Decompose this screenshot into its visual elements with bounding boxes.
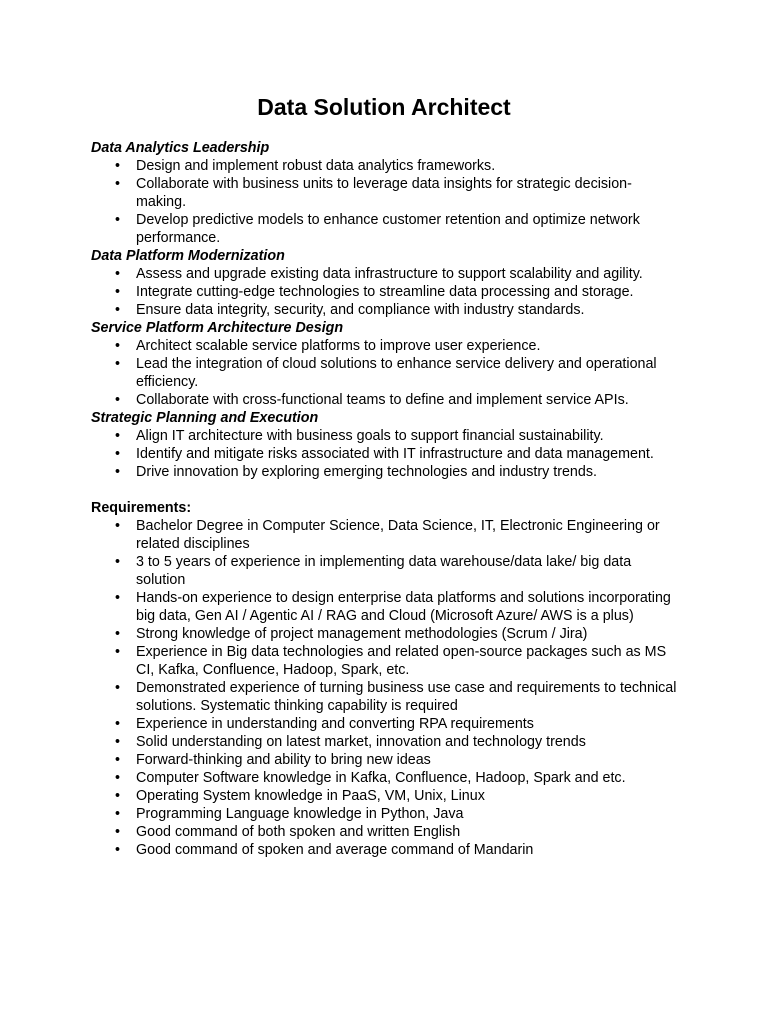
list-item: • Bachelor Degree in Computer Science, Data Science, IT, Electronic Engineering or related disciplines — [136, 517, 678, 553]
bullet-list — [91, 427, 678, 481]
list-item: • Lead the integration of cloud solutions to enhance service delivery and operational efficiency. — [136, 355, 678, 391]
section-heading: Strategic Planning and Execution — [91, 410, 319, 426]
list-item: • Solid understanding on latest market, innovation and technology trends — [136, 733, 678, 751]
section-heading: Data Analytics Leadership — [91, 140, 270, 156]
list-item: • Drive innovation by exploring emerging technologies and industry trends. — [136, 463, 678, 481]
list-item: • Design and implement robust data analytics frameworks. — [136, 157, 678, 175]
list-item: • Experience in understanding and converting RPA requirements — [136, 715, 678, 733]
section-strategic-planning-and-execution — [91, 409, 678, 481]
list-item: • Develop predictive models to enhance customer retention and optimize network performance. — [136, 211, 678, 247]
bullet-list — [91, 337, 678, 409]
list-item: • Programming Language knowledge in Python, Java — [136, 805, 678, 823]
list-item: • Operating System knowledge in PaaS, VM, Unix, Linux — [136, 787, 678, 805]
list-item: • Ensure data integrity, security, and compliance with industry standards. — [136, 301, 678, 319]
list-item: • Assess and upgrade existing data infrastructure to support scalability and agility. — [136, 265, 678, 283]
page-title: Data Solution Architect — [257, 94, 511, 120]
list-item: • Identify and mitigate risks associated with IT infrastructure and data management. — [136, 445, 678, 463]
list-item: • 3 to 5 years of experience in implementing data warehouse/data lake/ big data solution — [136, 553, 678, 589]
requirements-heading: Requirements: — [91, 500, 192, 516]
list-item: • Forward-thinking and ability to bring new ideas — [136, 751, 678, 769]
list-item: • Demonstrated experience of turning business use case and requirements to technical solutions. Systematic thinking capability is required — [136, 679, 678, 715]
section-data-platform-modernization — [91, 247, 678, 319]
bullet-list — [91, 265, 678, 319]
section-heading: Data Platform Modernization — [91, 248, 285, 264]
bullet-list — [91, 157, 678, 247]
list-item: • Architect scalable service platforms to improve user experience. — [136, 337, 678, 355]
list-item: • Good command of both spoken and written English — [136, 823, 678, 841]
section-data-analytics-leadership — [91, 139, 678, 247]
section-requirements — [91, 499, 678, 859]
list-item: • Experience in Big data technologies and related open-source packages such as MS CI, Kafka, Confluence, Hadoop, Spark, etc. — [136, 643, 678, 679]
list-item: • Collaborate with cross-functional teams to define and implement service APIs. — [136, 391, 678, 409]
list-item: • Align IT architecture with business goals to support financial sustainability. — [136, 427, 678, 445]
list-item: • Integrate cutting-edge technologies to streamline data processing and storage. — [136, 283, 678, 301]
list-item: • Hands-on experience to design enterprise data platforms and solutions incorporating big data, Gen AI / Agentic AI / RAG and Cloud (Microsoft Azure/ AWS is a plus) — [136, 589, 678, 625]
list-item: • Strong knowledge of project management methodologies (Scrum / Jira) — [136, 625, 678, 643]
section-service-platform-architecture-design — [91, 319, 678, 409]
list-item: • Good command of spoken and average command of Mandarin — [136, 841, 678, 859]
requirements-list — [91, 517, 678, 859]
list-item: • Computer Software knowledge in Kafka, Confluence, Hadoop, Spark and etc. — [136, 769, 678, 787]
section-heading: Service Platform Architecture Design — [91, 320, 344, 336]
list-item: • Collaborate with business units to leverage data insights for strategic decision-making. — [136, 175, 678, 211]
